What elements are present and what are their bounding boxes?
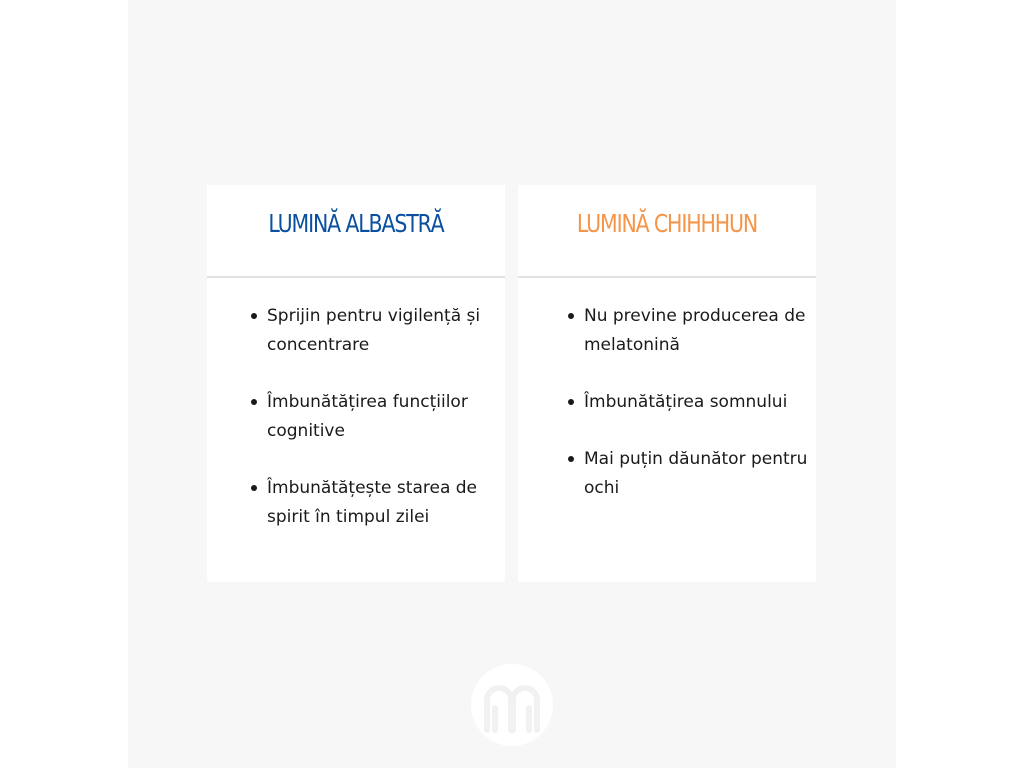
benefits-list: [568, 302, 808, 531]
bullet-icon: [251, 485, 257, 491]
bullet-icon: [568, 399, 574, 405]
list-item-text: Sprijin pentru vigilență și concentrare: [267, 306, 481, 355]
bullet-icon: [251, 313, 257, 319]
card-title: LUMINĂ CHIHHHUN: [576, 209, 758, 238]
list-item: [251, 388, 501, 446]
card-header: [207, 185, 505, 278]
list-item-text: Nu previne producerea de melatonină: [584, 306, 806, 355]
bullet-icon: [568, 456, 574, 462]
list-item: [251, 302, 501, 360]
brand-logo-icon: [471, 664, 553, 746]
list-item: [251, 474, 501, 532]
list-item-text: Îmbunătățirea somnului: [584, 392, 788, 412]
list-item-text: Îmbunătățește starea de spirit în timpul zilei: [267, 478, 478, 527]
list-item: [568, 388, 808, 417]
bullet-icon: [568, 313, 574, 319]
bullet-icon: [251, 399, 257, 405]
amber-light-card: [518, 185, 816, 582]
card-header: [518, 185, 816, 278]
list-item-text: Îmbunătățirea funcțiilor cognitive: [267, 392, 468, 441]
list-item: [568, 302, 808, 360]
benefits-list: [251, 302, 501, 560]
list-item: [568, 445, 808, 503]
list-item-text: Mai puțin dăunător pentru ochi: [584, 449, 808, 498]
blue-light-card: [207, 185, 505, 582]
content-panel: [128, 0, 896, 768]
card-title: LUMINĂ ALBASTRĂ: [268, 209, 444, 238]
